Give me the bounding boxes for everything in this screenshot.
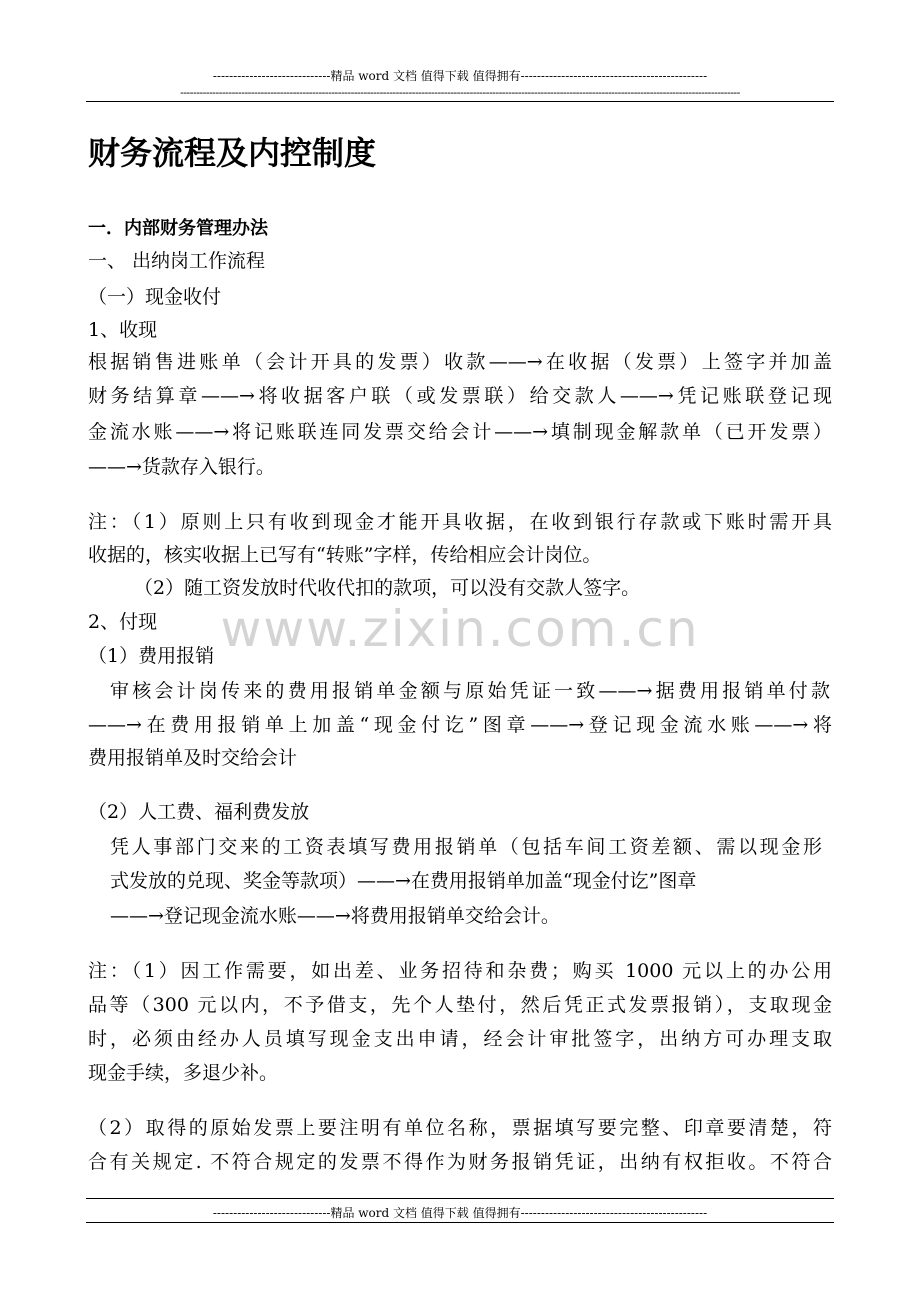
watermark-text: www.zixin.com.cn (220, 600, 700, 658)
document-title: 财务流程及内控制度 (88, 134, 377, 172)
receive-heading: 1、收现 (88, 319, 158, 341)
expense-line: 费用报销单及时交给会计 (88, 747, 298, 769)
subsection-heading: 一、 出纳岗工作流程 (88, 250, 266, 272)
note2-line: 品等（300 元以内，不予借支，先个人垫付，然后凭正式发票报销），支取现金 (88, 994, 832, 1016)
receive-line: 金流水账——→将记账联连同发票交给会计——→填制现金解款单（已开发票） (88, 421, 832, 443)
footer-rule-top (86, 1198, 834, 1199)
note3-line: （2）取得的原始发票上要注明有单位名称，票据填写要完整、印章要清楚，符 (88, 1117, 832, 1139)
page-footer-text: -----------------------------精品 word 文档 值得下载 值得拥有---------------------------------------------- (212, 1206, 708, 1220)
cash-heading: （一）现金收付 (88, 286, 222, 308)
expense-heading: （1）费用报销 (88, 645, 215, 667)
receive-line: ——→货款存入银行。 (88, 456, 275, 478)
expense-line: 审核会计岗传来的费用报销单金额与原始凭证一致——→据费用报销单付款 (110, 680, 830, 702)
note1-line: 收据的，核实收据上已写有“转账”字样，传给相应会计岗位。 (88, 544, 602, 566)
section-heading: 一．内部财务管理办法 (88, 218, 268, 239)
note2-line: 时，必须由经办人员填写现金支出申请，经会计审批签字，出纳方可办理支取 (88, 1028, 832, 1050)
page-header-text: -----------------------------精品 word 文档 值得下载 值得拥有---------------------------------------------- (212, 69, 708, 83)
labor-heading: （2）人工费、福利费发放 (88, 801, 310, 823)
page-header-dashes: ------------------------------------------------------------------------------------------------------------------------------------------------------------------------------ (180, 86, 740, 99)
note2-line: 注：（1）因工作需要，如出差、业务招待和杂费；购买 1000 元以上的办公用 (88, 960, 832, 982)
receive-line: 根据销售进账单（会计开具的发票）收款——→在收据（发票）上签字并加盖 (88, 351, 832, 373)
note2-line: 现金手续，多退少补。 (88, 1062, 279, 1084)
expense-line: ——→在费用报销单上加盖“现金付讫”图章——→登记现金流水账——→将 (88, 714, 832, 736)
note3-line: 合有关规定. 不符合规定的发票不得作为财务报销凭证，出纳有权拒收。不符合 (88, 1151, 832, 1173)
footer-rule-bottom (86, 1222, 834, 1223)
header-rule (86, 101, 834, 102)
receive-line: 财务结算章——→将收据客户联（或发票联）给交款人——→凭记账联登记现 (88, 385, 832, 407)
labor-line: 凭人事部门交来的工资表填写费用报销单（包括车间工资差额、需以现金形 (110, 836, 822, 858)
pay-heading: 2、付现 (88, 611, 158, 633)
labor-line: ——→登记现金流水账——→将费用报销单交给会计。 (110, 905, 560, 927)
labor-line: 式发放的兑现、奖金等款项）——→在费用报销单加盖“现金付讫”图章 (110, 870, 697, 892)
note1-line: 注：（1）原则上只有收到现金才能开具收据，在收到银行存款或下账时需开具 (88, 511, 832, 533)
note1-item2: （2）随工资发放时代收代扣的款项，可以没有交款人签字。 (134, 577, 641, 599)
